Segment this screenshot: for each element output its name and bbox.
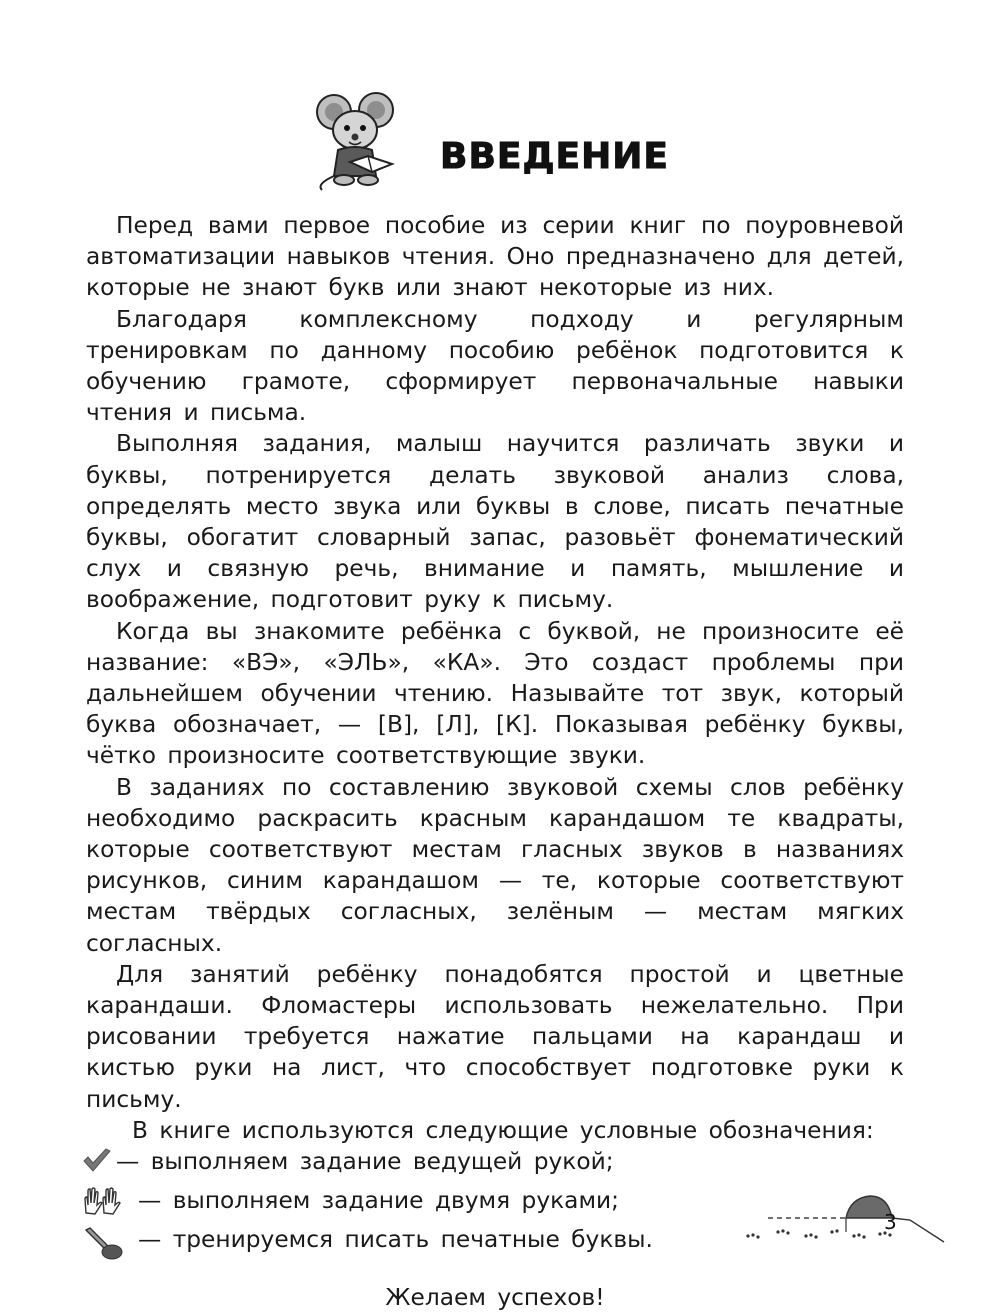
introduction-text — [86, 210, 904, 1313]
two-hands-icon — [82, 1187, 124, 1217]
paragraph: Когда вы знакомите ребёнка с буквой, не произносите её название: «ВЭ», «ЭЛЬ», «КА». Это создаст проблемы при дальнейшем обучении чтению. Называйте тот звук, который буква обозначает, — [В], [Л], [К]. Показывая ребёнку буквы, чётко произносите соответствующие звуки. — [86, 617, 904, 770]
legend-item — [86, 1146, 904, 1185]
legend-intro: В книге используются следующие условные обозначения: — [132, 1116, 874, 1144]
legend-item-text: — выполняем задание двумя руками; — [138, 1187, 620, 1215]
legend-item-text: — тренируемся писать печатные буквы. — [138, 1226, 653, 1254]
checkmark-icon — [82, 1148, 112, 1174]
mouse-reading-book-icon — [306, 92, 406, 192]
paragraph: Перед вами первое пособие из серии книг по поуровневой автоматизации навыков чтения. Оно предназначено для детей, которые не знают букв или знают некоторые из них. — [86, 212, 904, 302]
closing-wish: Желаем успехов! — [385, 1284, 605, 1312]
page-title: ВВЕДЕНИЕ — [440, 136, 669, 177]
legend-item-text: — выполняем задание ведущей рукой; — [116, 1148, 614, 1176]
page-header — [306, 92, 669, 202]
mouse-hole-footprints-icon — [734, 1192, 948, 1244]
paragraph: Выполняя задания, малыш научится различать звуки и буквы, потренируется делать звуковой анализ слова, определять место звука или буквы в слове, писать печатные буквы, обогатит словарный запас, разовьёт фонематический слух и связную речь, внимание и память, мышление и воображение, подготовит руку к письму. — [86, 430, 904, 614]
page-number: 3 — [884, 1210, 897, 1234]
paragraph: Для занятий ребёнку понадобятся простой и цветные карандаши. Фломастеры использовать нежелательно. При рисовании требуется нажатие пальцами на карандаш и кистью руки на лист, что способствует подготовке руки к письму. — [86, 960, 904, 1113]
paragraph: В заданиях по составлению звуковой схемы слов ребёнку необходимо раскрасить красным карандашом те квадраты, которые соответствуют местам гласных звуков в названиях рисунков, синим карандашом — те, которые соответствуют местам твёрдых согласных, зелёным — местам мягких согласных. — [86, 773, 904, 957]
paragraph: Благодаря комплексному подходу и регулярным тренировкам по данному пособию ребёнок подготовится к обучению грамоте, сформирует первоначальные навыки чтения и письма. — [86, 305, 904, 427]
pencil-icon — [82, 1226, 126, 1260]
